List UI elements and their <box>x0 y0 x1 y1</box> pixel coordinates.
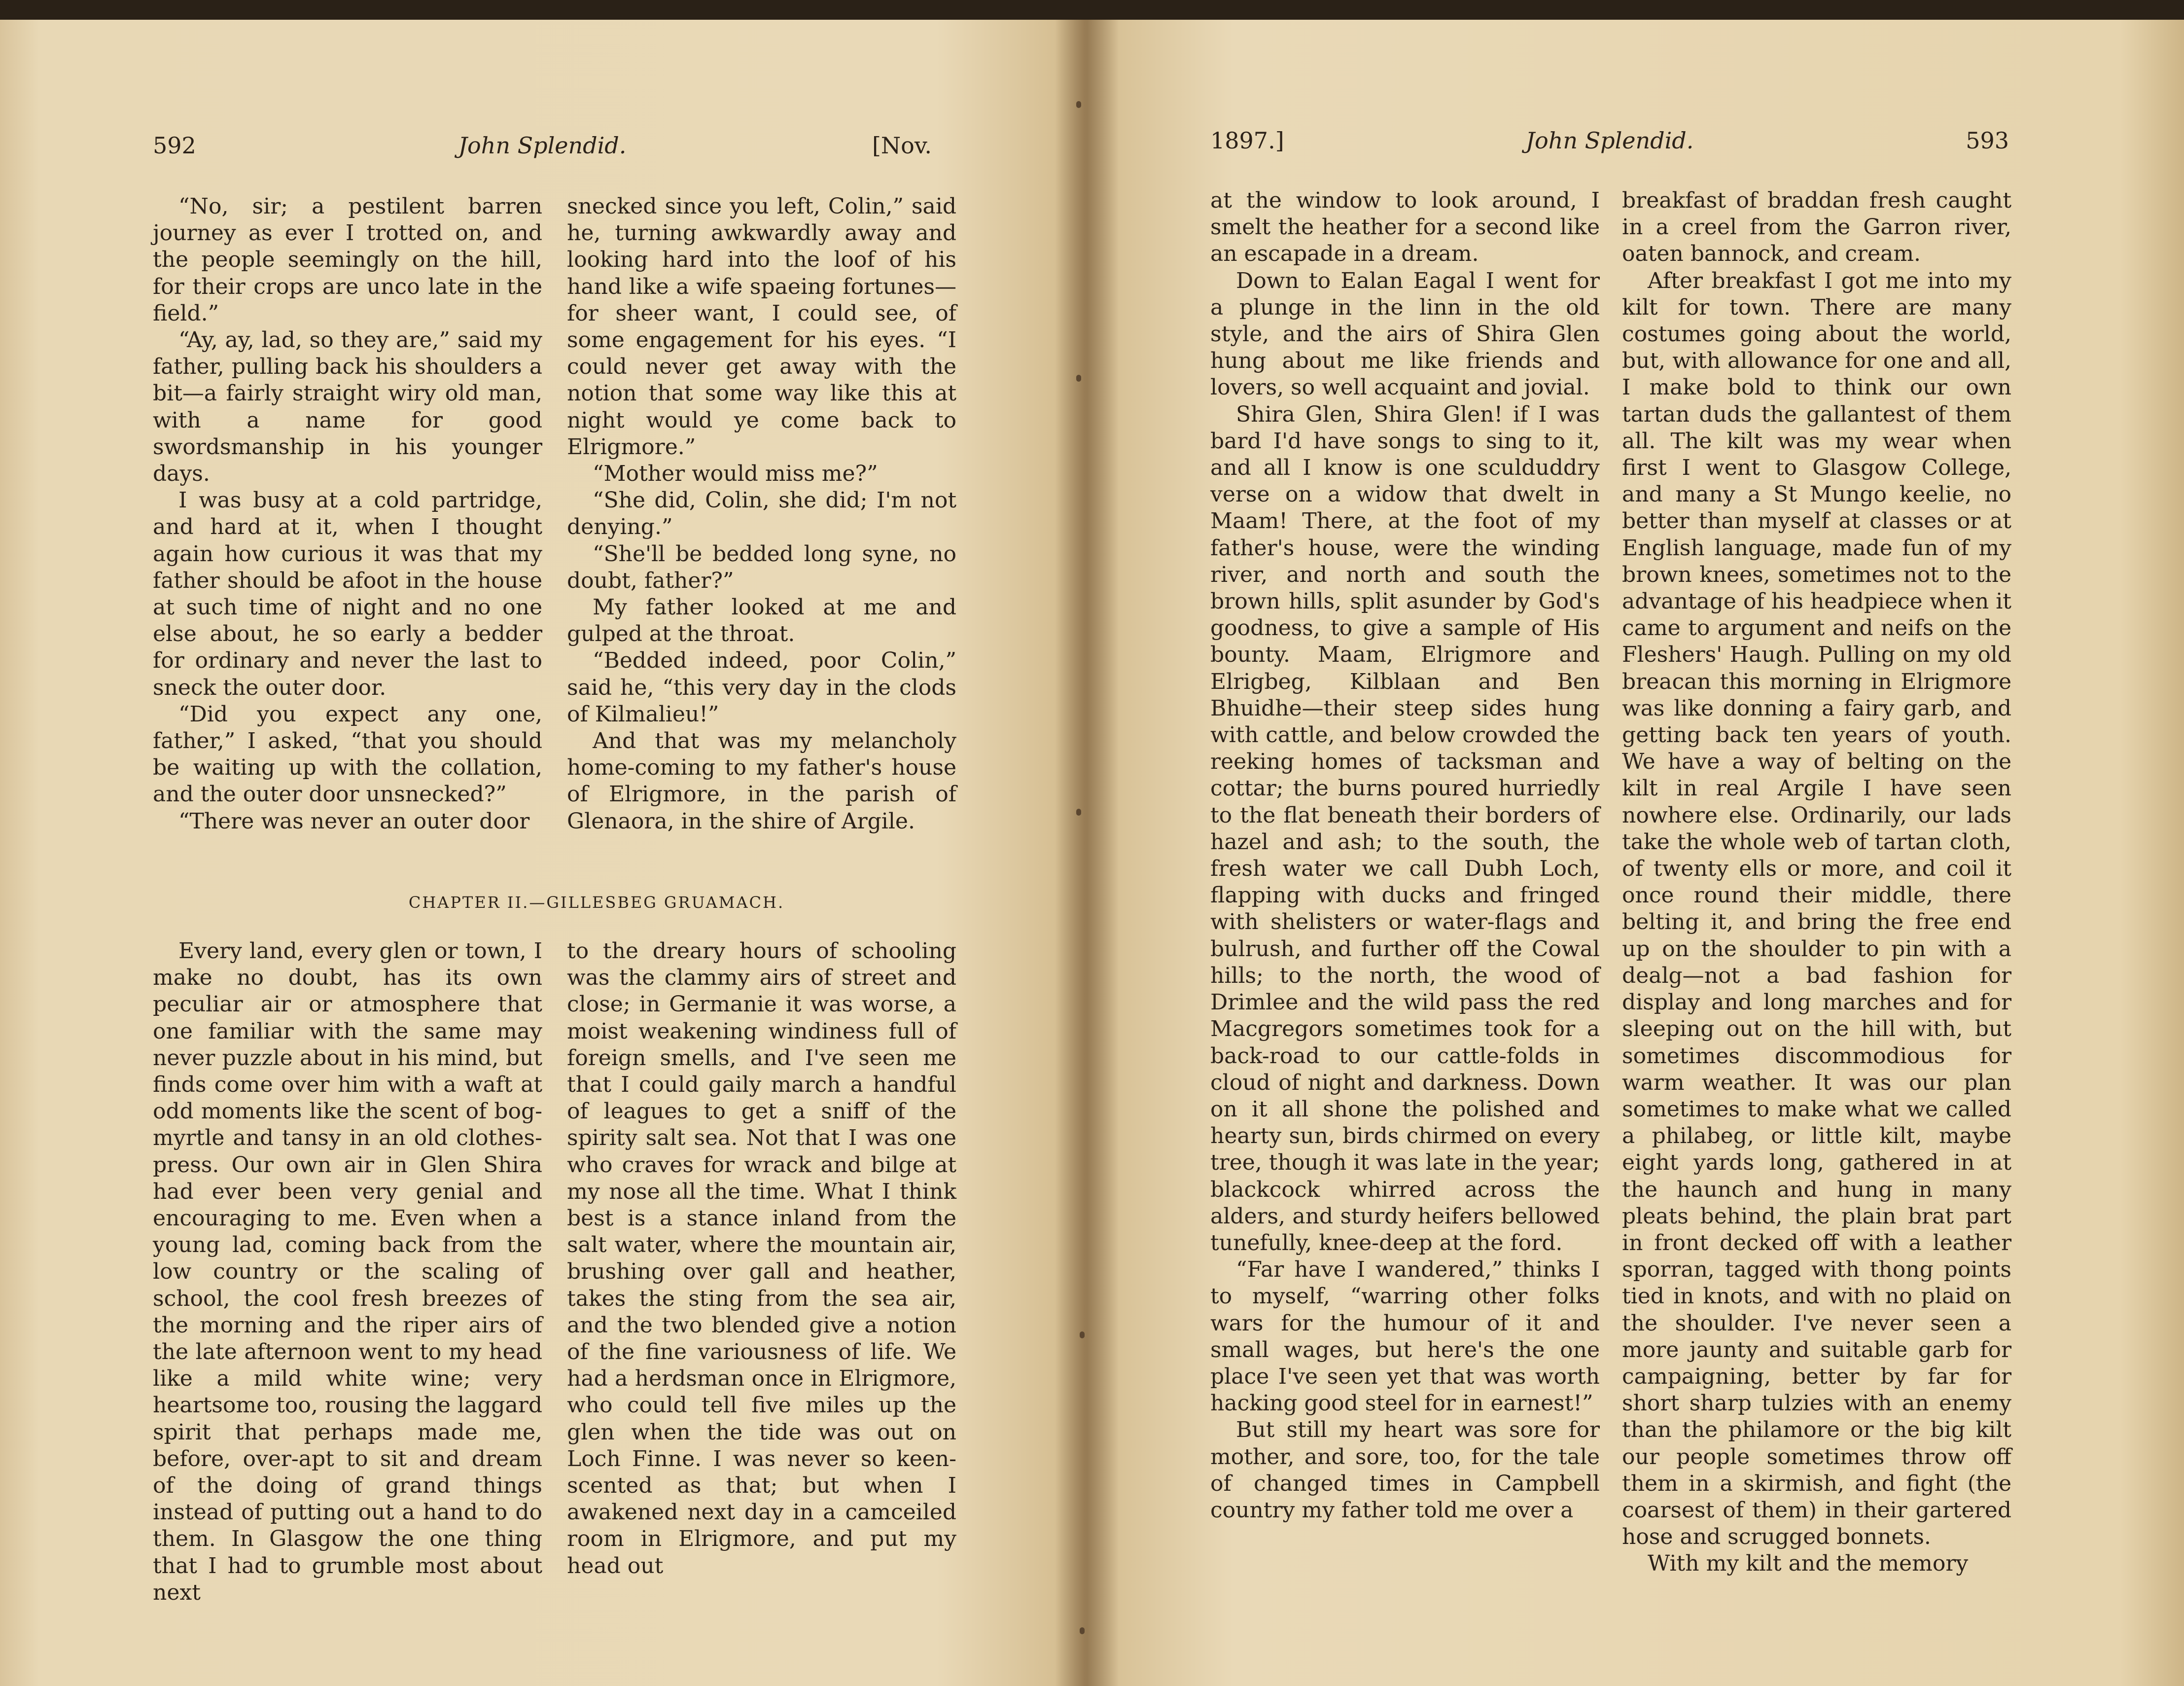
right-col2 <box>1622 187 2011 1578</box>
right-page <box>1085 20 2184 1686</box>
paragraph: Every land, every glen or town, I make no doubt, has its own peculiar air or atmosphere that one familiar with the same may never puzzle about in his mind, but finds come over him with a waft at odd moments like the scent of bog-myrtle and tansy in an old clothes-press. Our own air in Glen Shira had ever been very genial and encouraging to me. Even when a young lad, coming back from the low country or the scaling of school, the cool fresh breezes of the morning and the riper airs of the late afternoon went to my head like a mild white wine; very heartsome too, rousing the laggard spirit that perhaps made me, before, over-apt to sit and dream of the doing of grand things instead of putting out a hand to do them. In Glasgow the one thing that I had to grumble most about next <box>153 938 542 1605</box>
paragraph: And that was my melancholy home-coming to my father's house of Elrigmore, in the parish of Glenaora, in the shire of Argile. <box>567 728 956 834</box>
left-header <box>153 126 932 165</box>
paragraph: “Far have I wandered,” thinks I to myself, “warring other folks wars for the humour of it and small wages, but here's the one place I've seen yet that was worth hacking good steel for in earnest!” <box>1210 1257 1600 1416</box>
paragraph: Down to Ealan Eagal I went for a plunge in the linn in the old style, and the airs of Shira Glen hung about me like friends and lovers, so well acquaint and jovial. <box>1210 268 1600 400</box>
paragraph: “Bedded indeed, poor Colin,” said he, “this very day in the clods of Kilmalieu!” <box>567 648 956 727</box>
right-col1 <box>1210 187 1600 1524</box>
header-date-right: 1897.] <box>1210 127 1284 154</box>
right-header <box>1210 121 2009 160</box>
binding-stitch <box>1080 1627 1085 1634</box>
paragraph: After breakfast I got me into my kilt for town. There are many costumes going about the world, but, with allowance for one and all, I make bold to think our own tartan duds the gallantest of them all. The kilt was my wear when first I went to Glasgow College, and many a St Mungo keelie, no better than myself at classes or at English language, made fun of my brown knees, sometimes not to the advantage of his headpiece when it came to argument and neifs on the Fleshers' Haugh. Pulling on my old breacan this morning in Elrigmore was like donning a fairy garb, and getting back ten years of youth. We have a way of belting on the kilt in real Argile I have seen nowhere else. Ordinarily, our lads take the whole web of tartan cloth, of twenty ells or more, and coil it once round their middle, there belting it, and bring the free end up on the shoulder to pin with a dealg—not a bad fashion for display and long marches and for sleeping out on the hill with, but sometimes discommodious for warm weather. It was our plan sometimes to make what we called a philabeg, or little kilt, maybe eight yards long, gathered in at the haunch and hung in many pleats behind, the plain brat part in front decked off with a leather sporran, tagged with thong points tied in knots, and with no plaid on the shoulder. I've never seen a more jaunty and suitable garb for campaigning, better by far for short sharp tulzies with an enemy than the philamore or the big kilt our people sometimes throw off them in a skirmish, and fight (the coarsest of them) in their gartered hose and scrugged bonnets. <box>1622 268 2011 1550</box>
paragraph: I was busy at a cold partridge, and hard at it, when I thought again how curious it was that my father should be afoot in the house at such time of night and no one else about, he so early a bedder for ordinary and never the last to sneck the outer door. <box>153 488 542 700</box>
left-col1-top <box>153 193 542 835</box>
paragraph: breakfast of braddan fresh caught in a creel from the Garron river, oaten bannock, and cream. <box>1622 188 2011 267</box>
paragraph: at the window to look around, I smelt the heather for a second like an escapade in a dream. <box>1210 188 1600 267</box>
left-col2-bottom <box>567 938 956 1579</box>
paragraph: to the dreary hours of schooling was the clammy airs of street and close; in Germanie it was worse, a moist weakening windiness full of foreign smells, and I've seen me that I could gaily march a handful of leagues to get a sniff of the spirity salt sea. Not that I was one who craves for wrack and bilge at my nose all the time. What I think best is a stance inland from the salt water, where the mountain air, brushing over gall and heather, takes the sting from the sea air, and the two blended give a notion of the fine variousness of life. We had a herdsman once in Elrigmore, who could tell five miles up the glen when the tide was out on Loch Finne. I was never so keen-scented as that; but when I awakened next day in a camceiled room in Elrigmore, and put my head out <box>567 938 956 1578</box>
paragraph: With my kilt and the memory <box>1648 1551 1969 1577</box>
paragraph: Shira Glen, Shira Glen! if I was bard I'd have songs to sing to it, and all I know is one sculduddry verse on a widow that dwelt in Maam! There, at the foot of my father's house, were the winding river, and north and south the brown hills, split asunder by God's goodness, to give a sample of His bounty. Maam, Elrigmore and Elrigbeg, Kilblaan and Ben Bhuidhe—their steep sides hung with cattle, and below crowded the reeking homes of tacksman and cottar; the burns poured hurriedly to the flat beneath their borders of hazel and ash; to the south, the fresh water we call Dubh Loch, flapping with ducks and fringed with shelisters or water-flags and bulrush, and further off the Cowal hills; to the north, the wood of Drimlee and the wild pass the red Macgregors sometimes took for a back-road to our cattle-folds in cloud of night and darkness. Down on it all shone the polished and hearty sun, birds chirmed on every tree, though it was late in the year; blackcock whirred across the alders, and sturdy heifers bellowed tunefully, knee-deep at the ford. <box>1210 401 1600 1256</box>
paragraph: But still my heart was sore for mother, and sore, too, for the tale of changed times in Campbell country my father told me over a <box>1210 1417 1600 1523</box>
page-number-left: 592 <box>153 132 196 159</box>
binding-stitch <box>1076 809 1081 816</box>
page-number-right: 593 <box>1966 127 2009 154</box>
paragraph: “There was never an outer door <box>178 808 530 834</box>
paragraph: “Ay, ay, lad, so they are,” said my father, pulling back his shoulders a bit—a fairly straight wiry old man, with a name for good swordsmanship in his younger days. <box>153 327 542 487</box>
paragraph: “Did you expect any one, father,” I asked, “that you should be waiting up with the collation, and the outer door unsnecked?” <box>153 701 542 807</box>
paragraph: “She'll be bedded long syne, no doubt, father?” <box>567 541 956 593</box>
paragraph: “No, sir; a pestilent barren journey as ever I trotted on, and the people seemingly on the hill, for their crops are unco late in the field.” <box>153 194 542 326</box>
chapter-heading: CHAPTER II.—GILLESBEG GRUAMACH. <box>408 893 785 912</box>
left-col1-bottom <box>153 938 542 1606</box>
running-title-right: John Splendid. <box>1525 127 1694 154</box>
paragraph: My father looked at me and gulped at the throat. <box>567 595 956 647</box>
left-page <box>0 20 1085 1686</box>
binding-stitch <box>1080 1331 1085 1338</box>
paragraph: “Mother would miss me?” <box>593 461 878 487</box>
header-date-left: [Nov. <box>872 132 932 159</box>
left-col2-top <box>567 193 956 835</box>
paragraph: snecked since you left, Colin,” said he, turning awkwardly away and looking hard into the loof of his hand like a wife spaeing fortunes—for sheer want, I could see, of some engagement for his eyes. “I could never get away with the notion that some way like this at night would ye come back to Elrigmore.” <box>567 194 956 460</box>
paragraph: “She did, Colin, she did; I'm not denying.” <box>567 488 956 540</box>
binding-stitch <box>1076 375 1081 382</box>
running-title-left: John Splendid. <box>458 132 627 159</box>
binding-stitch <box>1076 101 1081 108</box>
